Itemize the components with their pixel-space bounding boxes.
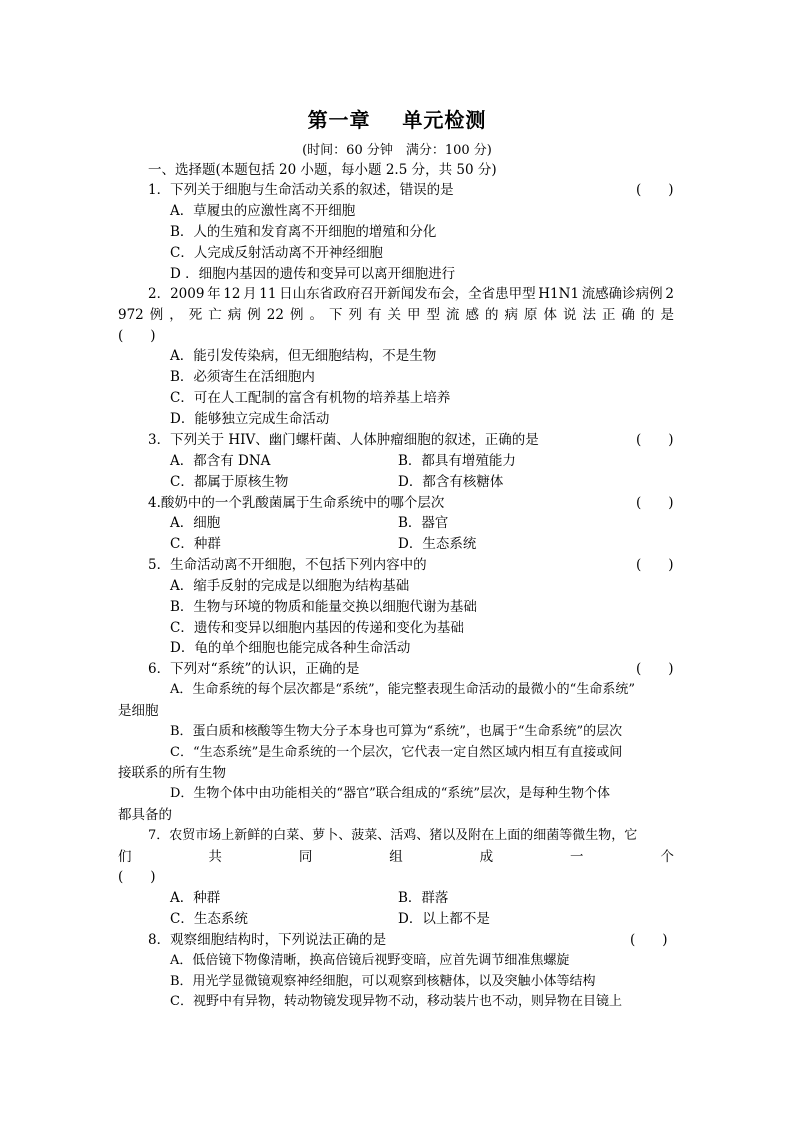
q1-option-c: C．人完成反射活动离不开神经细胞: [170, 245, 383, 261]
q6-option-a: A．生命系统的每个层次都是“系统”，能完整表现生命活动的最微小的“生命系统”: [170, 682, 635, 697]
answer-blank: ( ): [630, 932, 668, 948]
stem-token: 下: [328, 307, 343, 323]
stem-token: 型: [426, 307, 440, 323]
q1-option-a: A．草履虫的应激性离不开细胞: [170, 203, 356, 219]
q3-option-c: C．都属于原核生物: [170, 474, 289, 490]
q3-option-b: B．都具有增殖能力: [398, 453, 516, 469]
stem-token: H1N1: [538, 286, 580, 302]
q7-option-a: A．种群: [170, 890, 221, 906]
q7-option-c: C．生态系统: [170, 911, 248, 927]
stem-token: 日山东省政府召开新闻发布会，全省患甲型: [279, 286, 536, 302]
stem-token: 11: [259, 286, 277, 302]
q8-option-b: B．用光学显微镜观察神经细胞，可以观察到核糖体，以及突触小体等结构: [170, 974, 596, 989]
q6-option-b: B．蛋白质和核酸等生物大分子本身也可算为“系统”，也属于“生命系统”的层次: [170, 724, 623, 739]
q2-option-d: D．能够独立完成生命活动: [170, 411, 330, 427]
question-6-stem: 6．下列对“系统”的认识，正确的是: [148, 661, 360, 677]
stem-token: 确: [621, 307, 635, 323]
question-2-stem-line-2: [118, 305, 674, 325]
stem-token: 流感确诊病例: [581, 286, 663, 302]
question-7-stem-line-2: [118, 847, 674, 867]
q6-option-c: C．“生态系统”是生命系统的一个层次，它代表一定自然区域内相互有直接或间: [170, 745, 623, 760]
stem-token: 例: [247, 307, 261, 323]
stem-token: 22: [266, 307, 284, 323]
answer-blank: ( ): [118, 328, 156, 344]
q5-option-d: D．龟的单个细胞也能完成各种生命活动: [170, 640, 411, 656]
question-7-stem: 7．农贸市场上新鲜的白菜、萝卜、菠菜、活鸡、猪以及附在上面的细菌等微生物，它: [148, 828, 638, 843]
page-title: 第一章 单元检测: [307, 108, 487, 132]
q8-option-c: C．视野中有异物，转动物镜发现异物不动，移动装片也不动，则异物在目镜上: [170, 994, 622, 1009]
q8-option-a: A．低倍镜下物像清晰，换高倍镜后视野变暗，应首先调节细准焦螺旋: [170, 953, 570, 968]
stem-token: 说: [562, 307, 577, 323]
stem-token: 组: [389, 849, 403, 865]
stem-token: 亡: [208, 307, 222, 323]
stem-token: ，: [169, 307, 183, 323]
q6-option-a-cont: 是细胞: [118, 703, 159, 719]
stem-token: 例: [289, 307, 304, 323]
q2-option-a: A．能引发传染病，但无细胞结构，不是生物: [170, 348, 437, 364]
q3-option-a: A．都含有 DNA: [170, 453, 271, 469]
q6-option-c-cont: 接联系的所有生物: [118, 765, 226, 781]
answer-blank: ( ): [636, 661, 674, 677]
answer-blank: ( ): [636, 182, 674, 198]
stem-token: 一: [570, 849, 584, 865]
q4-option-d: D．生态系统: [398, 536, 477, 552]
stem-token: 体: [543, 307, 557, 323]
stem-token: 的: [640, 307, 655, 323]
stem-token: 法: [582, 307, 596, 323]
q2-option-c: C．可在人工配制的富含有机物的培养基上培养: [170, 390, 451, 406]
stem-token: 个: [660, 849, 674, 865]
stem-token: 例: [149, 307, 164, 323]
stem-token: 感: [465, 307, 479, 323]
stem-token: 正: [601, 307, 616, 323]
stem-token: 病: [504, 307, 518, 323]
q4-option-a: A．细胞: [170, 515, 221, 531]
q7-option-d: D．以上都不是: [398, 911, 490, 927]
q2-option-b: B．必须寄生在活细胞内: [170, 369, 315, 385]
question-2-stem-line-1: [148, 284, 674, 304]
stem-token: 成: [479, 849, 494, 865]
stem-token: 的: [484, 307, 499, 323]
question-5-stem: 5．生命活动离不开细胞，不包括下列内容中的: [148, 557, 427, 573]
stem-token: 甲: [406, 307, 421, 323]
stem-token: 月: [243, 286, 257, 302]
stem-token: 同: [298, 849, 313, 865]
stem-token: 关: [387, 307, 401, 323]
answer-blank: ( ): [118, 869, 156, 885]
stem-token: 们: [118, 849, 132, 865]
q1-option-b: B．人的生殖和发育离不开细胞的增殖和分化: [170, 224, 437, 240]
stem-token: 列: [348, 307, 362, 323]
stem-token: 共: [208, 849, 222, 865]
stem-token: 有: [367, 307, 382, 323]
question-1-stem: 1．下列关于细胞与生命活动关系的叙述，错误的是: [148, 182, 454, 198]
q6-option-d-cont: 都具备的: [118, 807, 172, 823]
question-3-stem: 3．下列关于 HIV、幽门螺杆菌、人体肿瘤细胞的叙述，正确的是: [148, 432, 539, 448]
answer-blank: ( ): [636, 495, 674, 511]
stem-token: 2．2009: [148, 286, 205, 302]
answer-blank: ( ): [636, 432, 674, 448]
q5-option-a: A．缩手反射的完成是以细胞为结构基础: [170, 578, 410, 594]
q5-option-b: B．生物与环境的物质和能量交换以细胞代谢为基础: [170, 599, 477, 615]
q7-option-b: B．群落: [398, 890, 449, 906]
exam-time-score: (时间：60 分钟 满分：100 分): [302, 143, 492, 158]
question-4-stem: 4.酸奶中的一个乳酸菌属于生命系统中的哪个层次: [148, 495, 445, 511]
stem-token: 。: [309, 307, 323, 323]
q4-option-b: B．器官: [398, 515, 449, 531]
q5-option-c: C．遗传和变异以细胞内基因的传递和变化为基础: [170, 620, 464, 636]
question-8-stem: 8．观察细胞结构时，下列说法正确的是: [148, 932, 387, 948]
stem-token: 流: [445, 307, 460, 323]
q1-option-d: D ．细胞内基因的遗传和变异可以离开细胞进行: [170, 266, 456, 282]
stem-token: 年: [207, 286, 221, 302]
stem-token: 死: [188, 307, 203, 323]
q3-option-d: D．都含有核糖体: [398, 474, 504, 490]
stem-token: 972: [118, 307, 144, 323]
section-heading: 一、选择题(本题包括 20 小题，每小题 2.5 分，共 50 分): [148, 162, 497, 178]
stem-token: 病: [227, 307, 242, 323]
q4-option-c: C．种群: [170, 536, 221, 552]
stem-token: 是: [660, 307, 674, 323]
answer-blank: ( ): [636, 557, 674, 573]
stem-token: 2: [665, 286, 674, 302]
q6-option-d: D．生物个体中由功能相关的“器官”联合组成的“系统”层次，是每种生物个体: [170, 786, 611, 801]
stem-token: 原: [523, 307, 538, 323]
stem-token: 12: [223, 286, 241, 302]
